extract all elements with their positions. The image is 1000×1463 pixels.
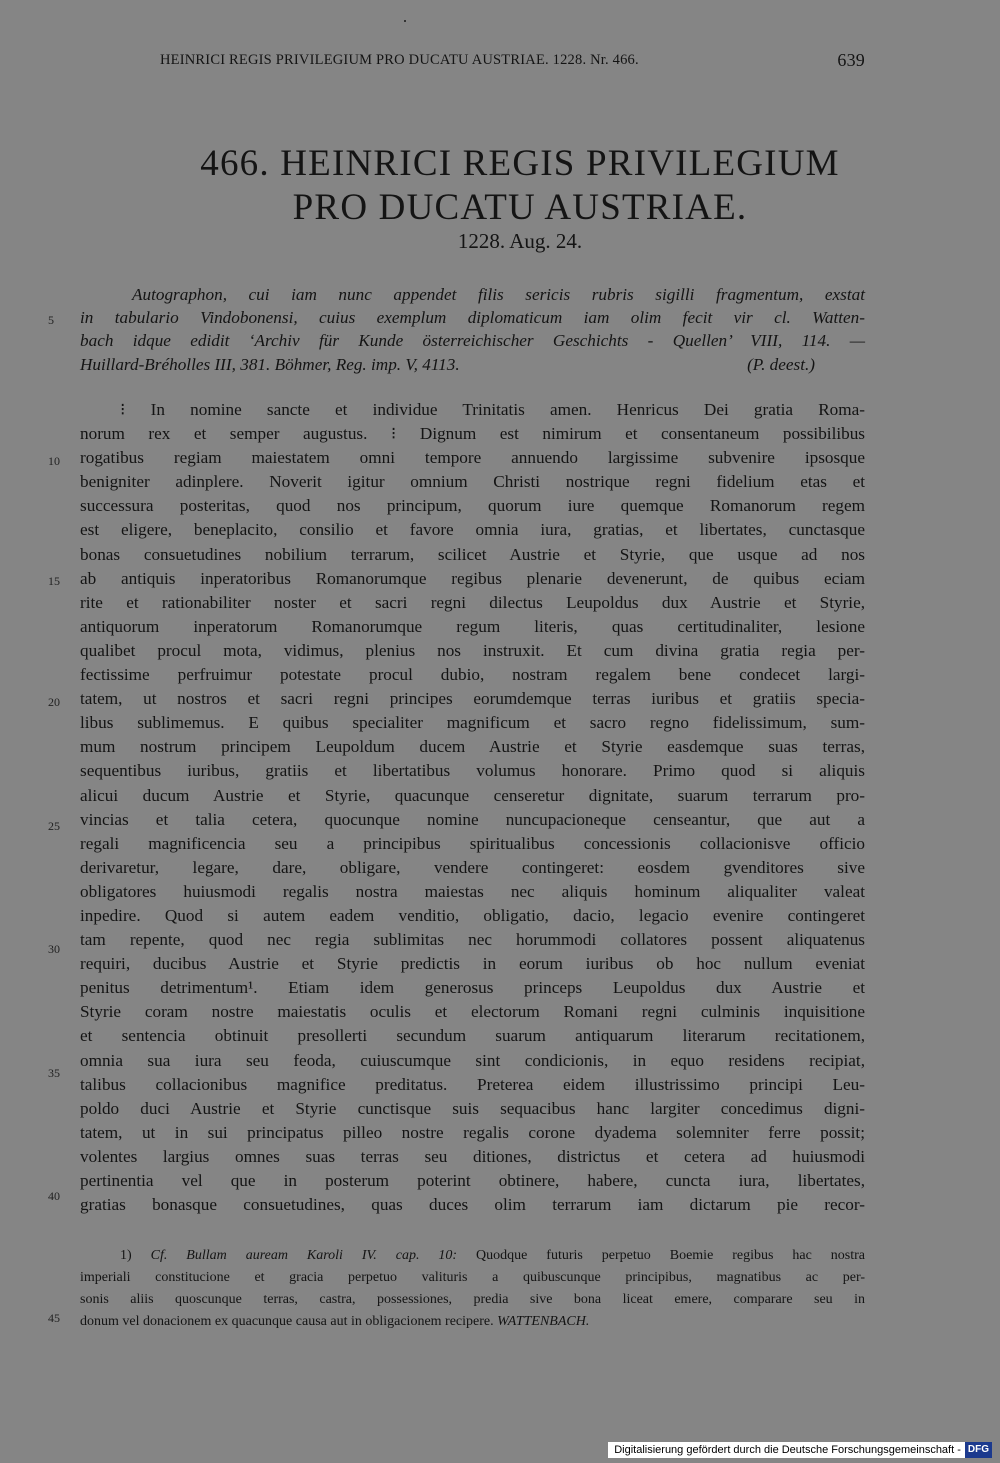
line-number: 20 bbox=[48, 695, 60, 709]
digitization-text: Digitalisierung gefördert durch die Deutsche Forschungsgemeinschaft - bbox=[614, 1444, 961, 1456]
intro-line: in tabulario Vindobonensi, cuius exemplum diplomaticum iam olim fecit vir cl. Watten- bbox=[80, 308, 865, 328]
body-line: libus sublimemus. E quibus specialiter magnificum et sacro regno fidelissimum, sum- bbox=[80, 713, 865, 733]
body-line: regali magnificencia seu a principibus spiritualibus concessionis collacionisve officio bbox=[80, 833, 865, 853]
body-line: Styrie coram nostre maiestatis oculis et electorum Romani regni culminis inquisitione bbox=[80, 1002, 865, 1022]
body-line: alicui ducum Austrie et Styrie, quacunque censeretur dignitate, suarum terrarum pro- bbox=[80, 785, 865, 805]
body-line: fectissime perfruimur potestate procul dubio, nostram regalem bene condecet largi- bbox=[80, 665, 865, 685]
body-text bbox=[80, 398, 865, 1217]
footnote bbox=[80, 1245, 865, 1333]
body-line: tatem, ut in sui principatus pilleo nostre regalis corone dyadema solemniter ferre possit; bbox=[80, 1122, 865, 1142]
footnote-line bbox=[80, 1245, 865, 1267]
body-line: inpedire. Quod si autem eadem venditio, obligatio, dacio, legacio evenire contingeret bbox=[80, 905, 865, 925]
body-line: rite et rationabiliter noster et sacri regni dilectus Leupoldus dux Austrie et Styrie, bbox=[80, 592, 865, 612]
footnote-author: WATTENBACH. bbox=[497, 1314, 590, 1329]
body-line: est eligere, beneplacito, consilio et favore omnia iura, gratias, et libertates, cunctasque bbox=[80, 520, 865, 540]
body-line: et sentencia obtinuit presollerti secundum suarum antiquarum literarum recitationem, bbox=[80, 1026, 865, 1046]
body-line: derivaretur, legare, dare, obligare, vendere contingeret: eosdem gvenditores sive bbox=[80, 857, 865, 877]
running-header-title: HEINRICI REGIS PRIVILEGIUM PRO DUCATU AUSTRIAE. 1228. Nr. 466. bbox=[160, 52, 639, 68]
line-number: 30 bbox=[48, 942, 60, 956]
intro-line-last bbox=[80, 353, 865, 376]
p-deest-note: (P. deest.) bbox=[747, 354, 815, 374]
body-line: qualibet procul mota, vidimus, plenius nos instruxit. Et cum divina gratia regia per- bbox=[80, 640, 865, 660]
body-line: bonas consuetudines nobilium terrarum, scilicet Austrie et Styrie, que usque ad nos bbox=[80, 544, 865, 564]
footnote-line bbox=[80, 1311, 865, 1333]
body-line: talibus collacionibus magnifice preditatus. Preterea eidem illustrissimo principi Leu- bbox=[80, 1074, 865, 1094]
body-line: requiri, ducibus Austrie et Styrie predictis in eorum iuribus ob hoc nullum eveniat bbox=[80, 954, 865, 974]
document-title bbox=[80, 142, 960, 230]
line-number: 10 bbox=[48, 454, 60, 468]
line-number: 15 bbox=[48, 574, 60, 588]
body-line: volentes largius omnes suas terras seu ditiones, districtus et cetera ad huiusmodi bbox=[80, 1146, 865, 1166]
body-line: mum nostrum principem Leupoldum ducem Austrie et Styrie easdemque suas terras, bbox=[80, 737, 865, 757]
body-line: tatem, ut nostros et sacri regni principes eorumdemque terras iuribus et gratiis specia- bbox=[80, 689, 865, 709]
body-line: successura posteritas, quod nos principum, quorum iure quemque Romanorum regem bbox=[80, 496, 865, 516]
intro-line: Huillard-Bréholles III, 381. Böhmer, Reg. imp. V, 4113. bbox=[80, 354, 460, 374]
footnote-text: donum vel donacionem ex quacunque causa aut in obligacionem recipere. bbox=[80, 1314, 494, 1329]
body-line: antiquorum inperatorum Romanorumque regum literis, quas certitudinaliter, lesione bbox=[80, 616, 865, 636]
intro-line: bach idque edidit ‘Archiv für Kunde österreichischer Geschichts - Quellen’ VIII, 114. — bbox=[80, 331, 865, 351]
body-line: tam repente, quod nec regia sublimitas nec horummodi collatores possent aliquatenus bbox=[80, 930, 865, 950]
footnote-line: sonis aliis quoscunque terras, castra, possessiones, predia sive bona liceat emere, comparare seu in bbox=[80, 1292, 865, 1307]
line-number: 5 bbox=[48, 313, 54, 327]
body-line: vincias et talia cetera, quocunque nomine nuncupacioneque censeantur, que aut a bbox=[80, 809, 865, 829]
body-line: pertinentia vel que in posterum poterint obtinere, habere, cuncta iura, libertates, bbox=[80, 1171, 865, 1190]
digitization-note bbox=[608, 1442, 992, 1458]
line-number: 45 bbox=[48, 1311, 60, 1325]
dfg-logo-icon: DFG bbox=[965, 1442, 992, 1458]
line-number: 25 bbox=[48, 819, 60, 833]
line-number: 40 bbox=[48, 1189, 60, 1203]
running-header bbox=[160, 52, 865, 76]
footnote-citation: Cf. Bullam auream Karoli IV. cap. 10: bbox=[150, 1248, 458, 1263]
body-line: poldo duci Austrie et Styrie cunctisque suis sequacibus hanc largiter concedimus digni- bbox=[80, 1098, 865, 1118]
body-line: benigniter adinplere. Noverit igitur omnium Christi nostrique regni fidelium etas et bbox=[80, 472, 865, 492]
body-line: ⁝ In nomine sancte et individue Trinitatis amen. Henricus Dei gratia Roma- bbox=[120, 400, 865, 419]
body-line: sequentibus iuribus, gratiis et libertatibus volumus honorare. Primo quod si aliquis bbox=[80, 761, 865, 781]
footnote-line: imperiali constitucione et gracia perpetuo valituris a quibuscunque principibus, magnatibus ac per- bbox=[80, 1270, 865, 1285]
scan-speck bbox=[404, 20, 406, 22]
body-line: gratias bonasque consuetudines, quas duces olim terrarum iam dictarum pie recor- bbox=[80, 1195, 865, 1215]
footnote-marker: 1) bbox=[120, 1248, 132, 1263]
document-date: 1228. Aug. 24. bbox=[457, 229, 583, 253]
body-line: norum rex et semper augustus. ⁝ Dignum est nimirum et consentaneum possibilibus bbox=[80, 424, 865, 444]
body-line: obligatores huiusmodi regalis nostra maiestas nec aliquis hominum aliqualiter valeat bbox=[80, 881, 865, 901]
intro-paragraph bbox=[80, 283, 865, 376]
body-line: rogatibus regiam maiestatem omni tempore annuendo largissime subvenire ipsosque bbox=[80, 448, 865, 468]
body-line: penitus detrimentum¹. Etiam idem generosus princeps Leupoldus dux Austrie et bbox=[80, 978, 865, 998]
document-title-line-2: PRO DUCATU AUSTRIAE. bbox=[292, 187, 748, 228]
intro-line: Autographon, cui iam nunc appendet filis sericis rubris sigilli fragmentum, exstat bbox=[132, 285, 865, 304]
body-line: ab antiquis inperatoribus Romanorumque regibus plenarie devenerunt, de quibus eciam bbox=[80, 568, 865, 588]
body-line: omnia sua iura seu feoda, cuiuscumque sint condicionis, in equo residens recipiat, bbox=[80, 1050, 865, 1070]
footnote-text: Quodque futuris perpetuo Boemie regibus hac nostra bbox=[476, 1248, 865, 1263]
document-title-line-1: 466. HEINRICI REGIS PRIVILEGIUM bbox=[200, 143, 840, 184]
line-number: 35 bbox=[48, 1066, 60, 1080]
page-number: 639 bbox=[837, 50, 865, 70]
